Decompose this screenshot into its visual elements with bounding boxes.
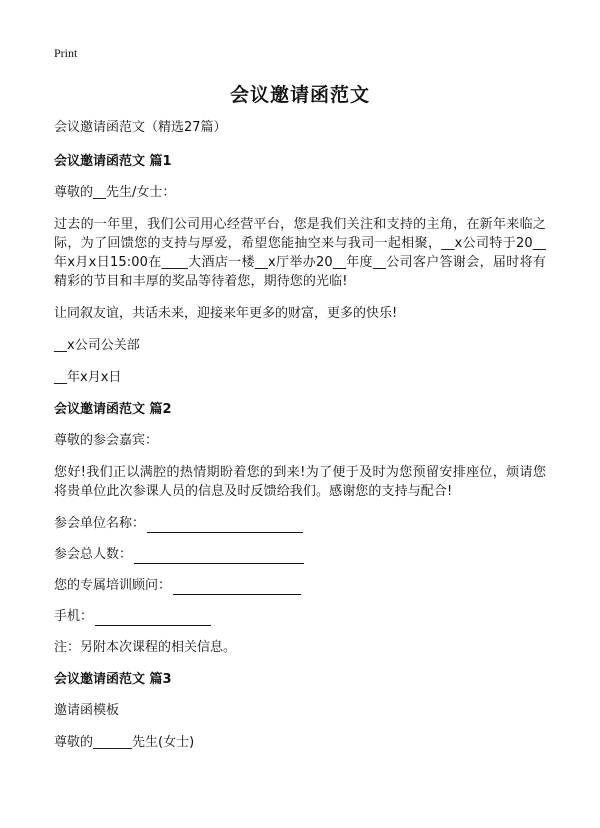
phone-blank — [95, 610, 211, 626]
section-3-template-label: 邀请函模板 — [54, 703, 120, 718]
section-1-body: 过去的一年里，我们公司用心经营平台，您是我们关注和支持的主角，在新年来临之际，为了回馈您的支持与厚爱，希望您能抽空来与我司一起相聚，__x公司特于20__年x月x日15:00在____大酒店一楼__x厅举办20__年度__公司客户答谢会，届时将有精彩的节目和丰厚的奖品等待着您，期待您的光临! — [54, 217, 546, 289]
document-subtitle: 会议邀请函范文（精选27篇） — [54, 120, 227, 135]
section-2-greeting: 尊敬的参会嘉宾： — [54, 433, 159, 448]
phone-label: 手机： — [54, 609, 94, 624]
section-heading-2: 会议邀请函范文 篇2 — [54, 402, 172, 417]
phone-field — [54, 607, 546, 626]
advisor-label: 您的专属培训顾问： — [54, 578, 172, 593]
section-heading-3: 会议邀请函范文 篇3 — [54, 672, 172, 687]
attendee-count-field — [54, 545, 546, 564]
print-label[interactable]: Print — [54, 46, 78, 60]
section-3-greeting: 尊敬的______先生(女士) — [54, 735, 195, 750]
section-1-date: __年x月x日 — [54, 370, 122, 385]
section-1-greeting: 尊敬的__先生/女士： — [54, 185, 176, 200]
section-1-closing: 让同叙友谊，共话未来，迎接来年更多的财富，更多的快乐! — [54, 306, 398, 321]
advisor-blank — [173, 579, 301, 595]
attendee-count-label: 参会总人数： — [54, 547, 133, 562]
unit-name-blank — [147, 517, 303, 533]
section-1-signature: __x公司公关部 — [54, 338, 140, 353]
document-body — [54, 118, 546, 765]
advisor-field — [54, 576, 546, 595]
unit-name-label: 参会单位名称： — [54, 516, 146, 531]
section-heading-1: 会议邀请函范文 篇1 — [54, 154, 172, 169]
document-title: 会议邀请函范文 — [229, 84, 370, 106]
unit-name-field — [54, 514, 546, 533]
section-2-body: 您好!我们正以满腔的热情期盼着您的到来!为了便于及时为您预留安排座位，烦请您将贵单位此次参课人员的信息及时反馈给我们。感谢您的支持与配合! — [54, 465, 546, 499]
section-2-note: 注：另附本次课程的相关信息。 — [54, 640, 237, 655]
attendee-count-blank — [134, 548, 304, 564]
